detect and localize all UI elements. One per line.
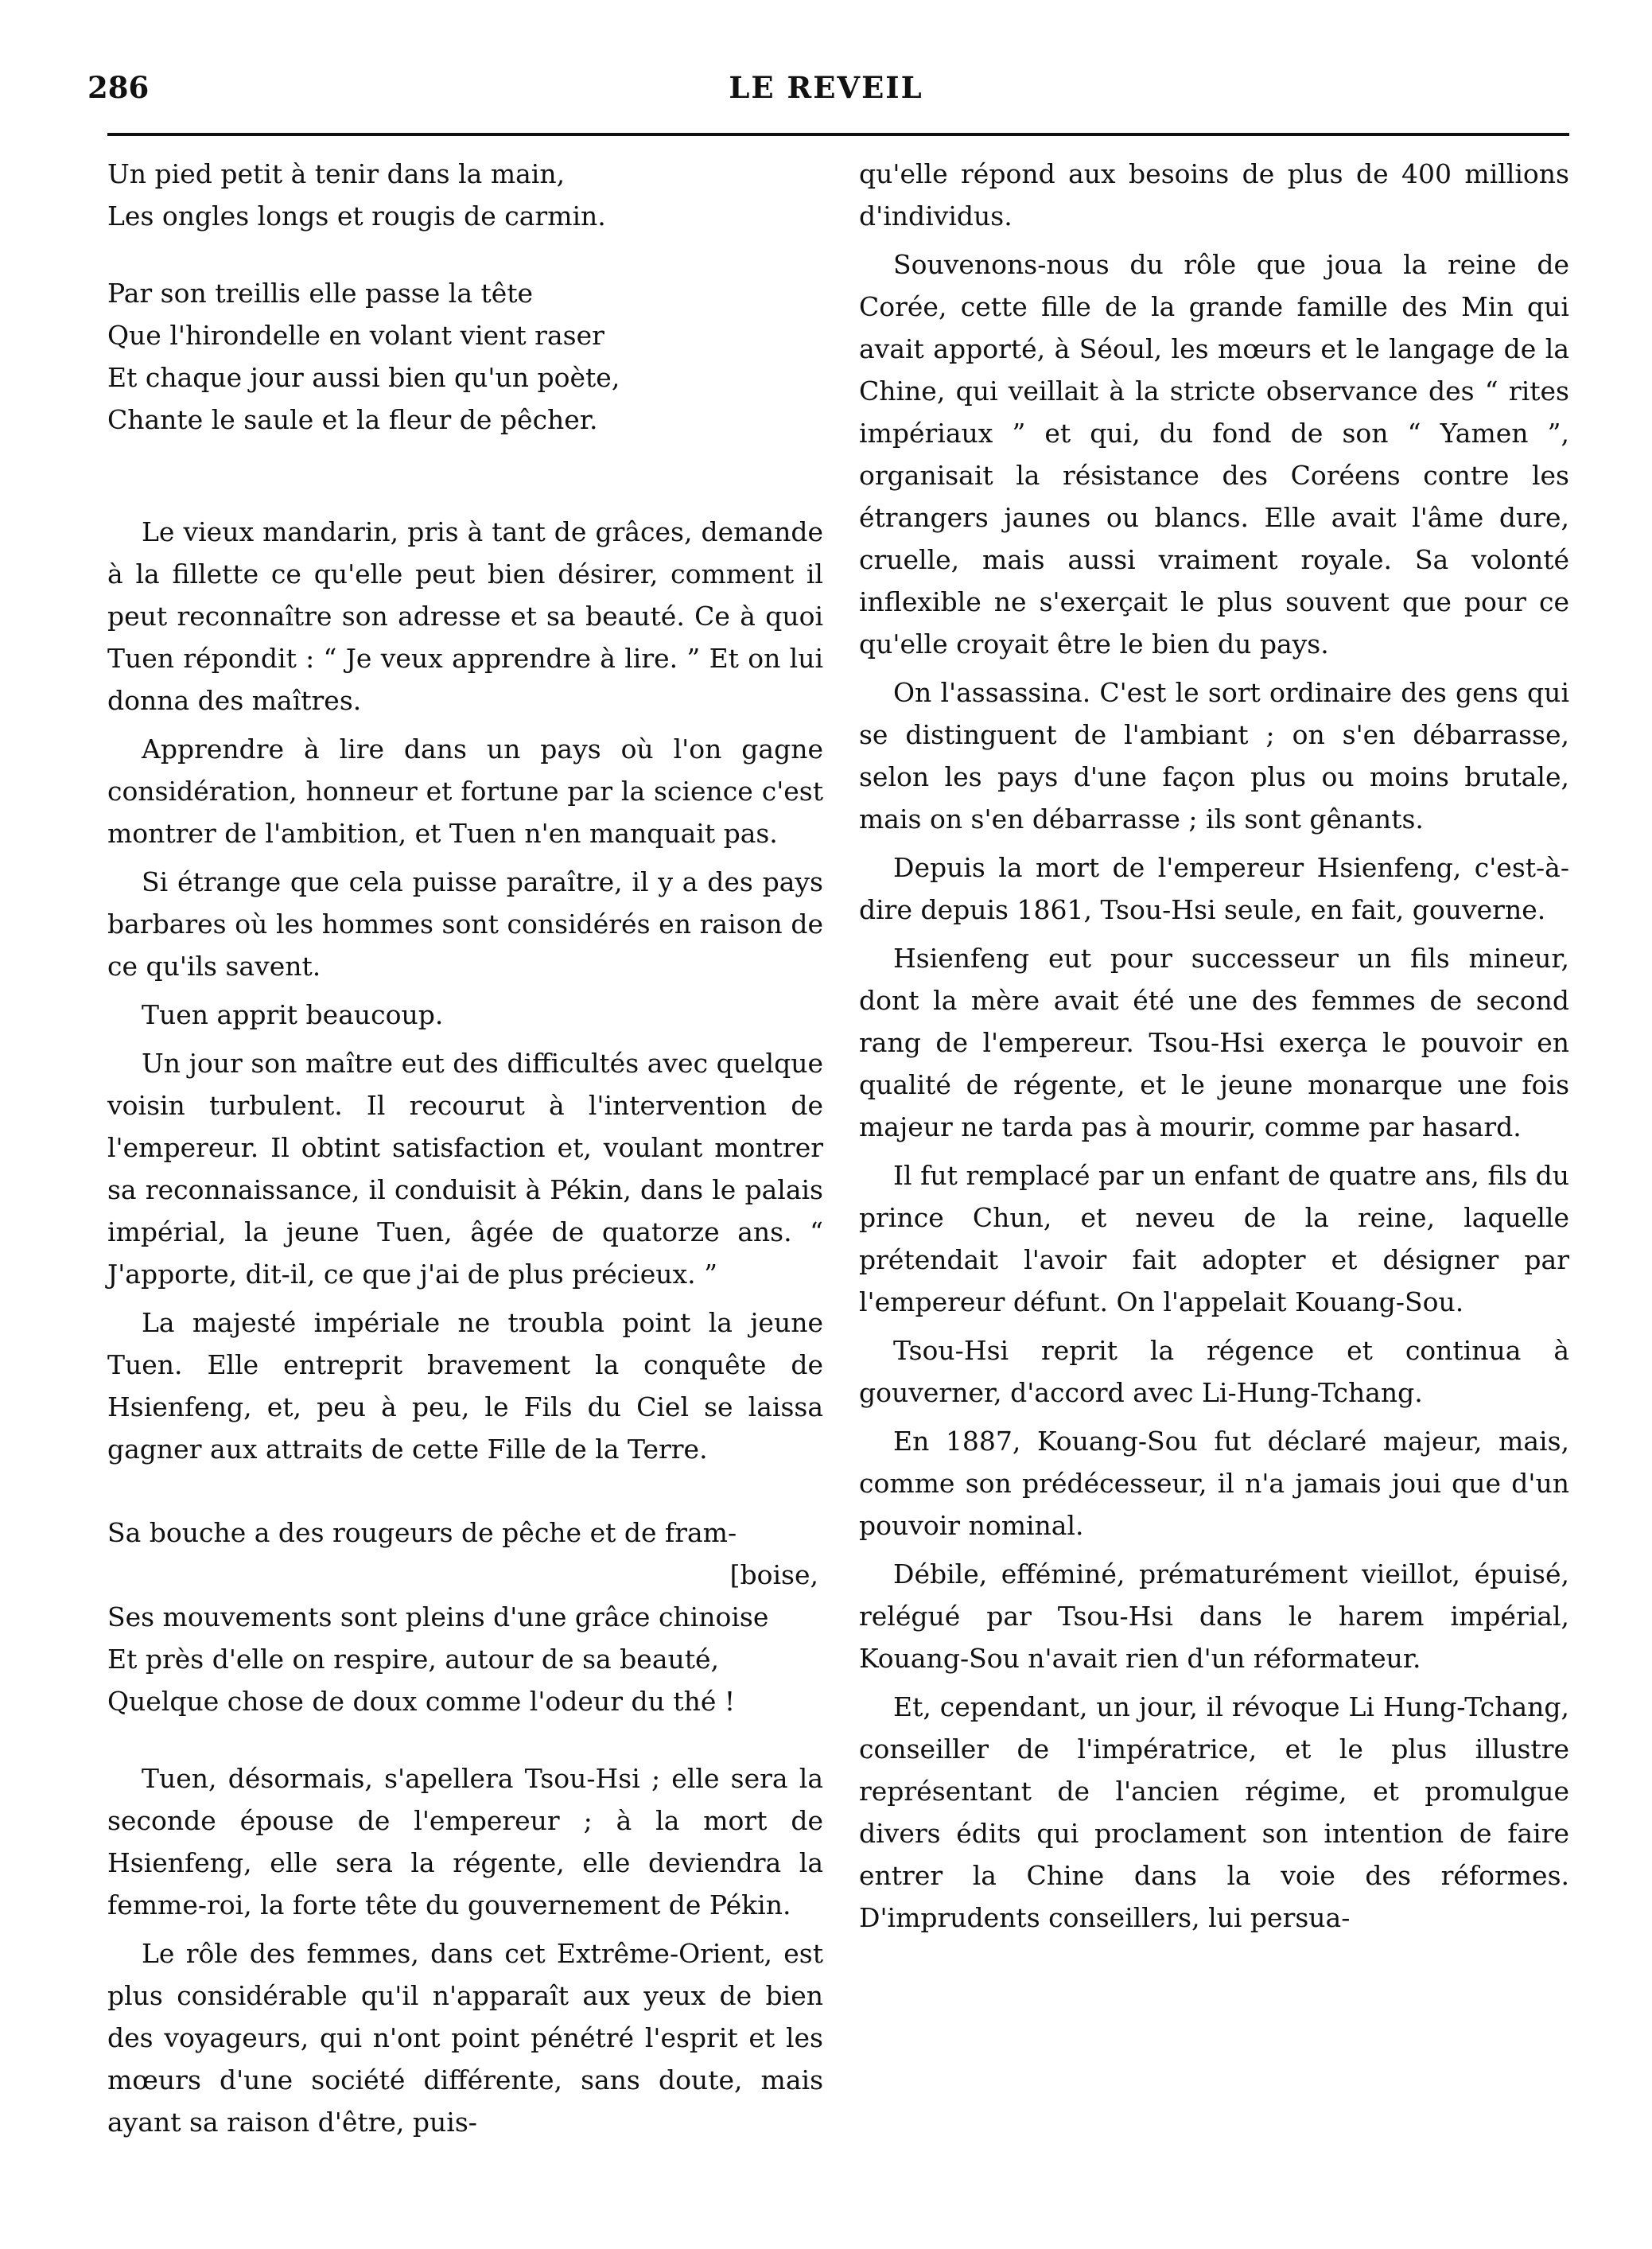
paragraph: Souvenons-nous du rôle que joua la reine de Corée, cette fille de la grande famille des Min qui avait apporté, à Séoul, les mœurs et le langage de la Chine, qui veillait à la stricte observance des “ rites impériaux ” et qui, du fond de son “ Yamen ”, organisait la résistance des Coréens contre les étrangers jaunes ou blancs. Elle avait l'âme dure, cruelle, mais aussi vraiment royale. Sa volonté inflexible ne s'exerçait le plus souvent que pour ce qu'elle croyait être le bien du pays. xyxy=(859,249,1569,660)
paragraph: Le vieux mandarin, pris à tant de grâces, demande à la fillette ce qu'elle peut bien désirer, comment il peut reconnaître son adresse et sa beauté. Ce à quoi Tuen répondit : “ Je veux apprendre à lire. ” Et on lui donna des maîtres. xyxy=(107,516,823,716)
poem-line: Et chaque jour aussi bien qu'un poète, xyxy=(107,362,620,393)
paragraph: Et, cependant, un jour, il révoque Li Hung-Tchang, conseiller de l'impératrice, et le plus illustre représentant de l'ancien régime, et promulgue divers édits qui proclament son intention de faire entrer la Chine dans la voie des réformes. D'imprudents conseillers, lui persua- xyxy=(859,1691,1569,1933)
paragraph-continuation: qu'elle répond aux besoins de plus de 400 millions d'individus. xyxy=(859,158,1569,232)
paragraph: En 1887, Kouang-Sou fut déclaré majeur, mais, comme son prédécesseur, il n'a jamais joui que d'un pouvoir nominal. xyxy=(859,1426,1569,1541)
page-header xyxy=(0,70,1652,118)
poem-stanza-3 xyxy=(107,1512,823,1722)
paragraph: Le rôle des femmes, dans cet Extrême-Orient, est plus considérable qu'il n'apparaît aux yeux de bien des voyageurs, qui n'ont point pénétré l'esprit et les mœurs d'une société différente, sans doute, mais ayant sa raison d'être, puis- xyxy=(107,1938,823,2138)
paragraph: Si étrange que cela puisse paraître, il y a des pays barbares où les hommes sont considérés en raison de ce qu'ils savent. xyxy=(107,866,823,982)
poem-line-wrap: [boise, xyxy=(729,1559,818,1590)
paragraph: Hsienfeng eut pour successeur un fils mineur, dont la mère avait été une des femmes de second rang de l'empereur. Tsou-Hsi exerça le pouvoir en qualité de régente, et le jeune monarque une fois majeur ne tarda pas à mourir, comme par hasard. xyxy=(859,943,1569,1142)
poem-line: Les ongles longs et rougis de carmin. xyxy=(107,200,606,232)
running-title: LE REVEIL xyxy=(729,70,923,105)
paragraph: Depuis la mort de l'empereur Hsienfeng, c'est-à-dire depuis 1861, Tsou-Hsi seule, en fait, gouverne. xyxy=(859,852,1569,925)
header-rule xyxy=(107,133,1569,136)
paragraph: La majesté impériale ne troubla point la jeune Tuen. Elle entreprit bravement la conquête de Hsienfeng, et, peu à peu, le Fils du Ciel se laissa gagner aux attraits de cette Fille de la Terre. xyxy=(107,1307,823,1465)
left-column xyxy=(107,153,823,2150)
paragraph: Tsou-Hsi reprit la régence et continua à gouverner, d'accord avec Li-Hung-Tchang. xyxy=(859,1335,1569,1408)
paragraph: Tuen, désormais, s'apellera Tsou-Hsi ; elle sera la seconde épouse de l'empereur ; à la mort de Hsienfeng, elle sera la régente, elle deviendra la femme-roi, la forte tête du gouvernement de Pékin. xyxy=(107,1763,823,1920)
paragraph: Apprendre à lire dans un pays où l'on gagne considération, honneur et fortune par la science c'est montrer de l'ambition, et Tuen n'en manquait pas. xyxy=(107,733,823,849)
poem-line: Ses mouvements sont pleins d'une grâce chinoise xyxy=(107,1601,769,1632)
paragraph: Un jour son maître eut des difficultés avec quelque voisin turbulent. Il recourut à l'intervention de l'empereur. Il obtint satisfaction et, voulant montrer sa reconnaissance, il conduisit à Pékin, dans le palais impérial, la jeune Tuen, âgée de quatorze ans. “ J'apporte, dit-il, ce que j'ai de plus précieux. ” xyxy=(107,1048,823,1290)
poem-line: Par son treillis elle passe la tête xyxy=(107,278,534,309)
poem-line: Sa bouche a des rougeurs de pêche et de fram- xyxy=(107,1517,737,1548)
poem-line: Quelque chose de doux comme l'odeur du thé ! xyxy=(107,1686,736,1717)
poem-line: Chante le saule et la fleur de pêcher. xyxy=(107,404,598,435)
poem-line: Et près d'elle on respire, autour de sa beauté, xyxy=(107,1644,720,1675)
paragraph: Débile, efféminé, prématurément vieillot, épuisé, relégué par Tsou-Hsi dans le harem impérial, Kouang-Sou n'avait rien d'un réformateur. xyxy=(859,1558,1569,1674)
poem-line: Un pied petit à tenir dans la main, xyxy=(107,158,566,189)
poem-stanza-2 xyxy=(107,272,823,441)
poem-stanza-1 xyxy=(107,153,823,237)
page-number: 286 xyxy=(87,70,150,105)
right-column xyxy=(859,153,1569,1945)
paragraph: On l'assassina. C'est le sort ordinaire des gens qui se distinguent de l'ambiant ; on s'en débarrasse, selon les pays d'une façon plus ou moins brutale, mais on s'en débarrasse ; ils sont gênants. xyxy=(859,677,1569,835)
poem-line: Que l'hirondelle en volant vient raser xyxy=(107,320,604,351)
paragraph: Il fut remplacé par un enfant de quatre ans, fils du prince Chun, et neveu de la reine, laquelle prétendait l'avoir fait adopter et désigner par l'empereur défunt. On l'appelait Kouang-Sou. xyxy=(859,1160,1569,1317)
paragraph: Tuen apprit beaucoup. xyxy=(142,999,444,1030)
